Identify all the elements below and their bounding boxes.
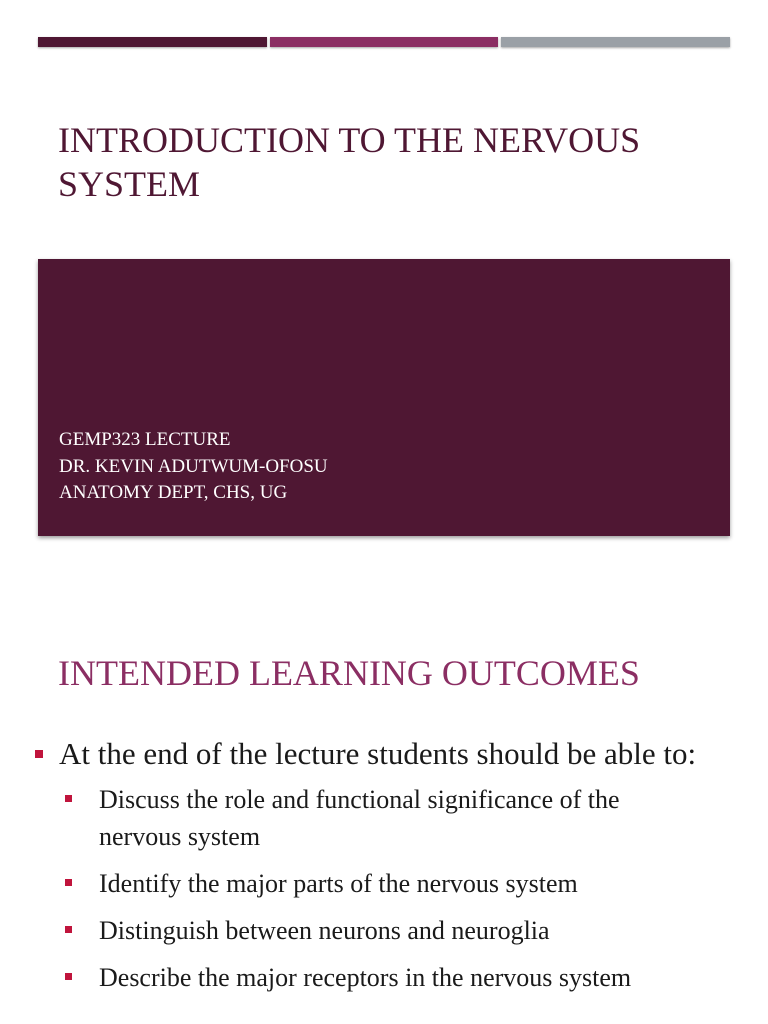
outcome-item	[59, 865, 728, 902]
header-bar-magenta	[270, 37, 498, 47]
outcome-text: Identify the major parts of the nervous system	[99, 869, 578, 898]
bullet-square-icon	[65, 926, 72, 933]
header-bar-gray	[501, 37, 730, 47]
outcome-text: Distinguish between neurons and neuroglia	[99, 916, 550, 945]
header-bar-dark	[38, 37, 267, 47]
intro-text: At the end of the lecture students should be able to:	[59, 736, 697, 771]
bullet-square-icon	[65, 879, 72, 886]
subtitle-course: GEMP323 LECTURE	[59, 429, 231, 450]
outcome-sublist	[59, 781, 728, 996]
outcomes-list	[0, 733, 768, 1006]
subtitle-box	[38, 259, 730, 536]
outcome-text: Describe the major receptors in the nervous system	[99, 963, 632, 992]
outcome-item	[59, 781, 728, 855]
intro-bullet	[0, 733, 768, 996]
subtitle-lecturer: DR. KEVIN ADUTWUM-OFOSU	[59, 455, 328, 477]
subtitle-department: ANATOMY DEPT, CHS, UG	[59, 482, 288, 503]
bullet-square-icon	[35, 750, 43, 758]
outcome-item	[59, 912, 728, 949]
section-heading: INTENDED LEARNING OUTCOMES	[58, 653, 640, 693]
bullet-square-icon	[65, 973, 72, 980]
outcome-item	[59, 959, 728, 996]
bullet-square-icon	[65, 795, 72, 802]
outcome-text: Discuss the role and functional significance of the nervous system	[99, 785, 620, 851]
subtitle-block	[59, 427, 328, 507]
slide-title: INTRODUCTION TO THE NERVOUS SYSTEM	[58, 120, 641, 204]
